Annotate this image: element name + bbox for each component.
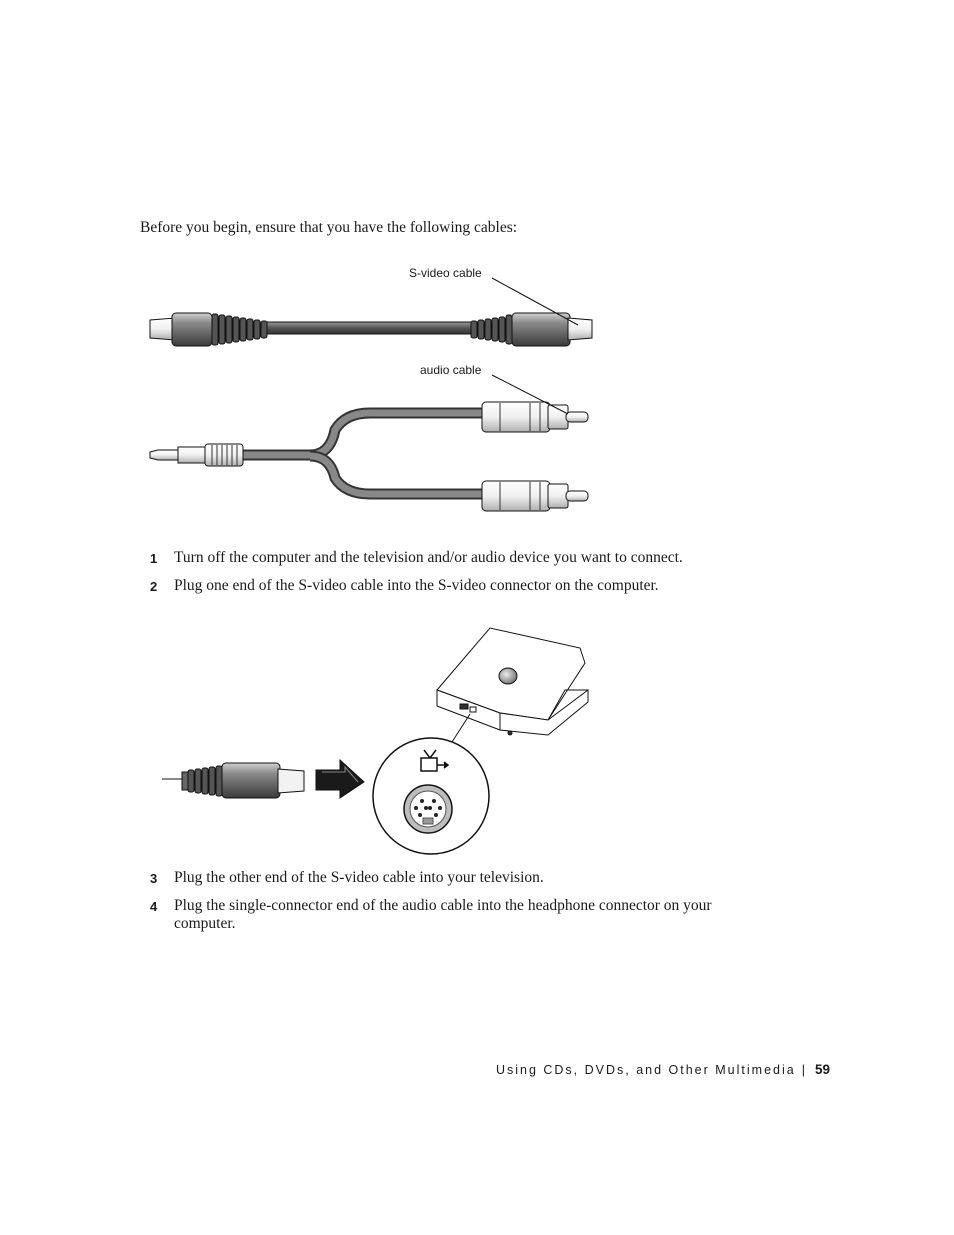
svideo-port-icon (404, 785, 452, 833)
step-number: 3 (150, 871, 158, 886)
laptop-icon (437, 628, 588, 735)
step-number: 4 (150, 899, 158, 914)
step-text: Plug the single-connector end of the audio cable into the headphone connector on your computer. (174, 897, 712, 932)
page-number: 59 (814, 1062, 830, 1077)
page-footer (496, 1062, 830, 1077)
insert-arrow-icon (316, 760, 364, 798)
svideo-port-zoom (373, 738, 489, 854)
step-4 (150, 897, 720, 933)
intro-text: Before you begin, ensure that you have the following cables: (140, 219, 518, 236)
step-text: Plug the other end of the S-video cable into your television. (174, 869, 544, 886)
footer-section-title: Using CDs, DVDs, and Other Multimedia (495, 1063, 796, 1077)
zoom-leader-line (452, 714, 470, 742)
step-text: Turn off the computer and the television and/or audio device you want to connect. (174, 549, 683, 566)
step-number: 2 (150, 579, 158, 594)
audio-cable-label: audio cable (420, 363, 482, 377)
svideo-cable-label: S-video cable (409, 266, 482, 280)
footer-separator: | (801, 1063, 805, 1077)
step-number: 1 (150, 551, 158, 566)
svideo-plug (162, 763, 304, 798)
step-text: Plug one end of the S-video cable into the S-video connector on the computer. (174, 577, 659, 594)
step-3 (150, 869, 720, 887)
